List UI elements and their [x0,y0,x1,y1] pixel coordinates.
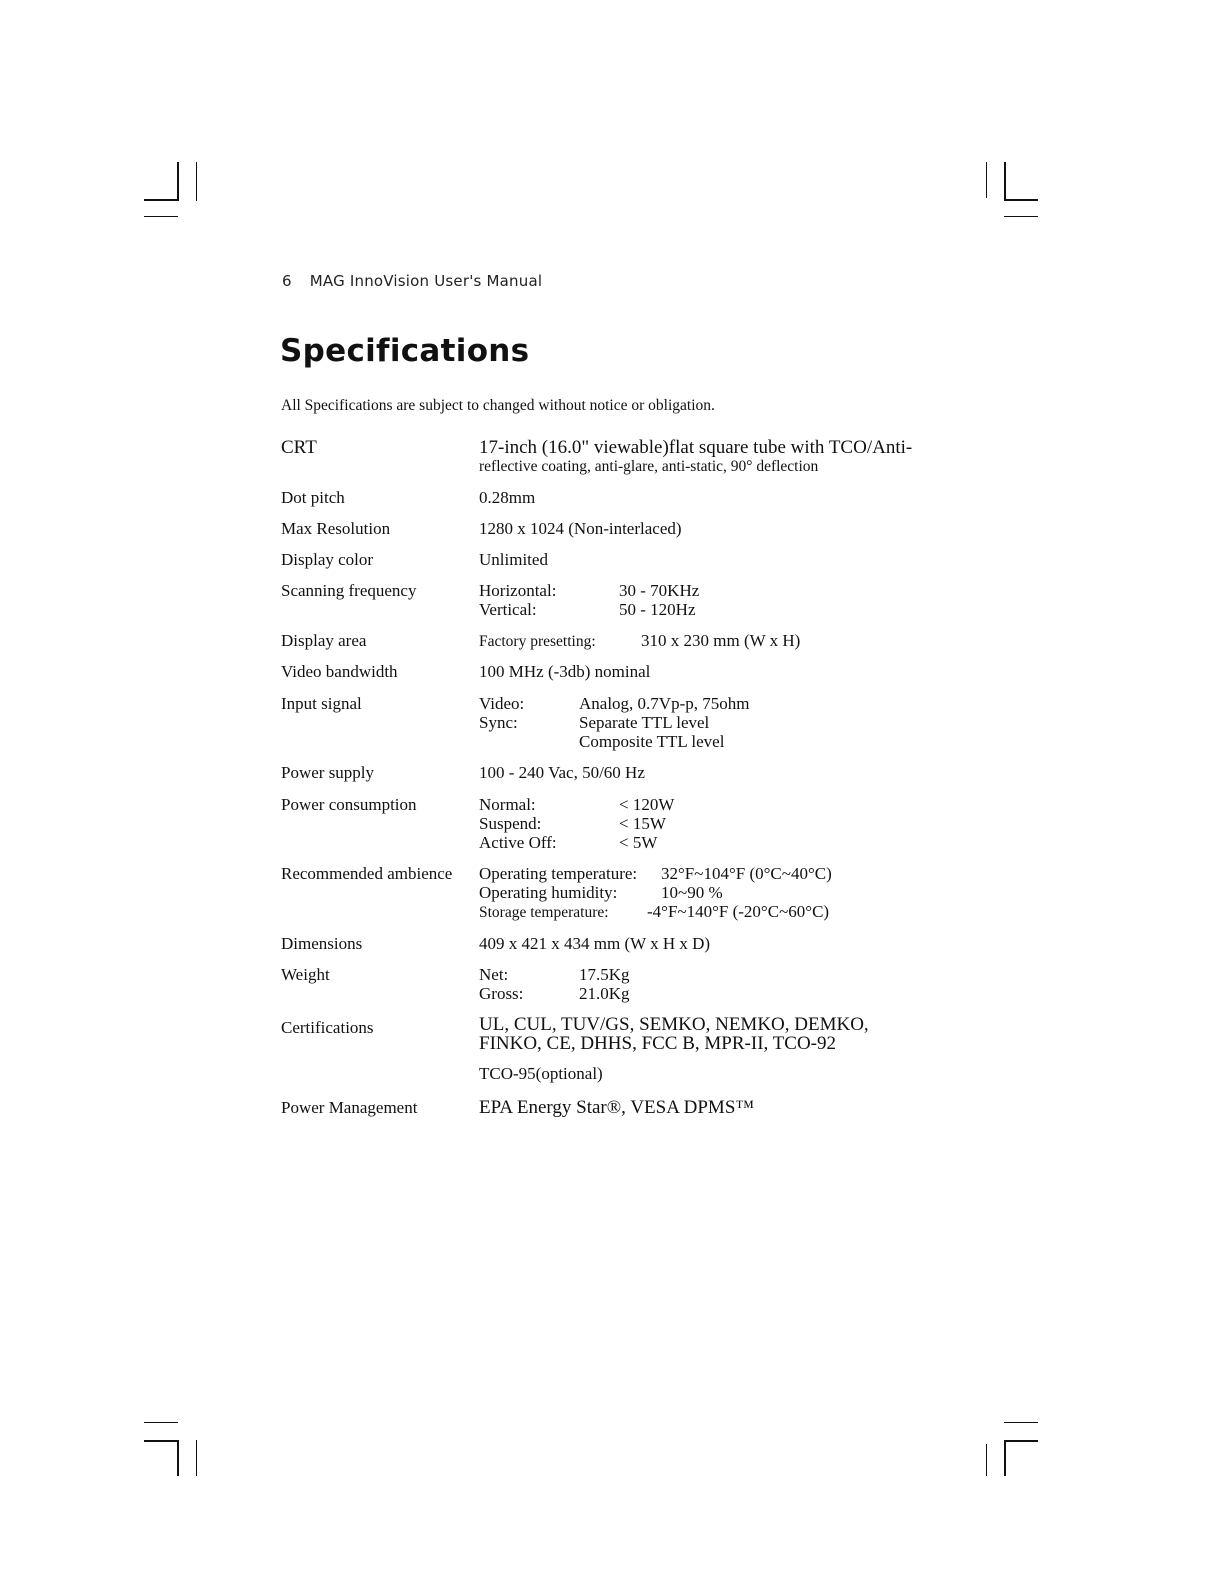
running-header [282,272,542,290]
page-title: Specifications [280,333,530,369]
spec-label: CRT [281,437,317,458]
spec-value: Horizontal: 30 - 70KHz Vertical: 50 - 120Hz [479,581,700,619]
spec-label: Scanning frequency [281,581,417,600]
spec-value: Normal: < 120W Suspend: < 15W Active Off: < 5W [479,795,675,852]
spec-label: Input signal [281,694,362,713]
spec-value: 100 MHz (-3db) nominal [479,662,651,681]
spec-label: Display area [281,631,367,650]
spec-value: EPA Energy Star®, VESA DPMS™ [479,1097,755,1118]
running-title: MAG InnoVision User's Manual [309,272,543,290]
spec-label: Dimensions [281,934,363,953]
spec-value: 1280 x 1024 (Non-interlaced) [479,519,682,538]
spec-label: Display color [281,550,374,569]
spec-label: Power consumption [281,795,417,814]
spec-value: Operating temperature: 32°F~104°F (0°C~40°C) Operating humidity: 10~90 % Storage temperature: -4°F~140°F (-20°C~60°C) [479,864,832,921]
spec-label: Power supply [281,763,375,782]
spec-label: Dot pitch [281,488,345,507]
spec-value: 409 x 421 x 434 mm (W x H x D) [479,934,711,953]
intro-text: All Specifications are subject to changed without notice or obligation. [281,397,715,414]
page-number: 6 [282,272,292,290]
spec-value: UL, CUL, TUV/GS, SEMKO, NEMKO, DEMKO, FINKO, CE, DHHS, FCC B, MPR-II, TCO-92 TCO-95(optional) [479,1014,869,1083]
spec-label: Recommended ambience [281,864,453,883]
spec-value: 100 - 240 Vac, 50/60 Hz [479,763,645,782]
spec-value: 0.28mm [479,488,536,507]
spec-label: Certifications [281,1018,374,1037]
spec-value: Unlimited [479,550,548,569]
spec-value: Net: 17.5Kg Gross: 21.0Kg [479,965,630,1003]
spec-label: Power Management [281,1098,418,1117]
spec-value: 17-inch (16.0" viewable)flat square tube with TCO/Anti- reflective coating, anti-glare, anti-static, 90° deflection [479,437,913,475]
spec-label: Video bandwidth [281,662,398,681]
spec-value: Factory presetting: 310 x 230 mm (W x H) [479,631,801,650]
spec-label: Weight [281,965,330,984]
spec-label: Max Resolution [281,519,391,538]
spec-value: Video: Analog, 0.7Vp-p, 75ohm Sync: Separate TTL level Composite TTL level [479,694,750,751]
